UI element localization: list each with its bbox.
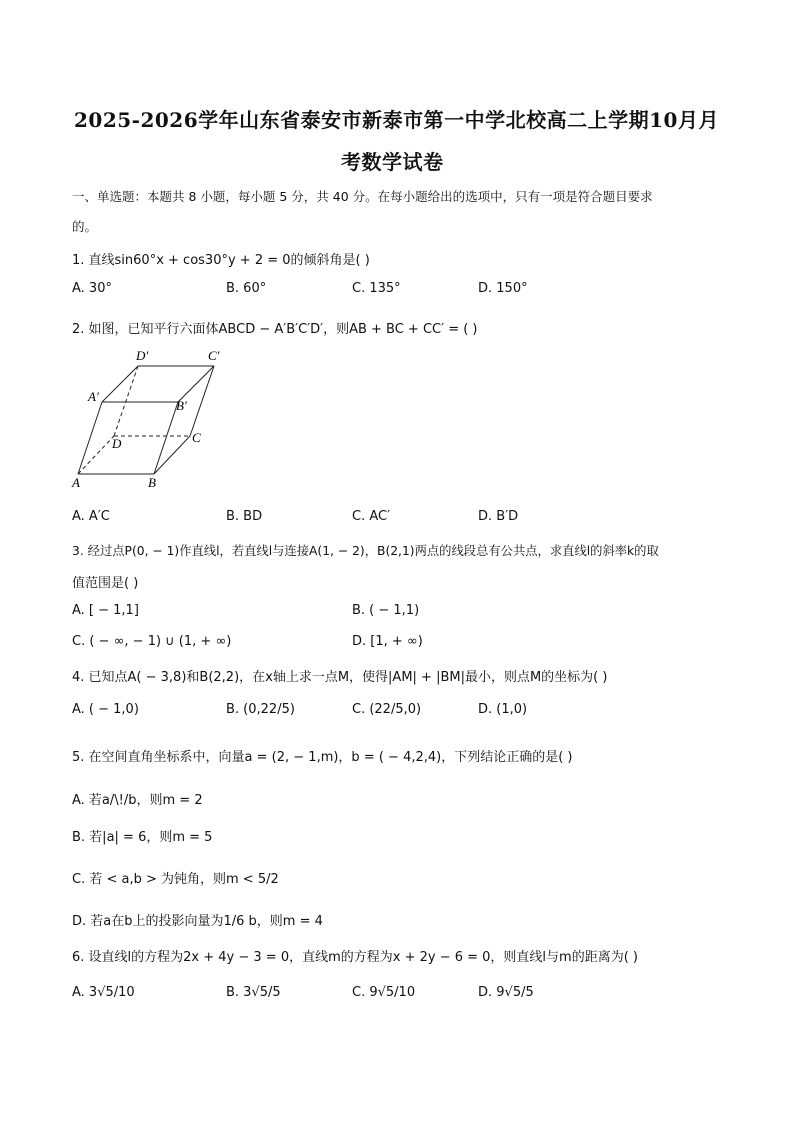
section-instructions: 一、单选题：本题共 8 小题，每小题 5 分，共 40 分。在每小题给出的选项中，只有一项是符合题目要求 xyxy=(72,189,653,204)
label-a: A xyxy=(72,475,80,490)
question-1-option-d: D. 150° xyxy=(478,281,528,296)
question-5-option-a: A. 若a/\!/b，则m = 2 xyxy=(72,793,203,808)
question-3-option-c: C. ( − ∞, − 1) ∪ (1, + ∞) xyxy=(72,634,232,649)
question-5-stem: 5. 在空间直角坐标系中，向量a = (2, − 1,m)，b = ( − 4,2,4)，下列结论正确的是( ) xyxy=(72,750,573,765)
question-3-option-b: B. ( − 1,1) xyxy=(352,603,420,618)
question-6-option-b: B. 3√5/5 xyxy=(226,985,281,1000)
label-c: C xyxy=(192,430,201,445)
label-b: B xyxy=(148,475,156,490)
question-4-stem: 4. 已知点A( − 3,8)和B(2,2)，在x轴上求一点M，使得|AM| + |BM|最小，则点M的坐标为( ) xyxy=(72,670,608,685)
question-4-option-c: C. (22/5,0) xyxy=(352,702,422,717)
parallelepiped-figure xyxy=(68,344,238,494)
question-6-stem: 6. 设直线l的方程为2x + 4y − 3 = 0，直线m的方程为x + 2y − 6 = 0，则直线l与m的距离为( ) xyxy=(72,950,638,965)
question-2-option-b: B. BD xyxy=(226,509,263,524)
exam-title-line2: 考数学试卷 xyxy=(341,150,444,174)
exam-title-line1: 2025-2026学年山东省泰安市新泰市第一中学北校高二上学期10月月 xyxy=(74,108,719,132)
question-5-option-d: D. 若a在b上的投影向量为1/6 b，则m = 4 xyxy=(72,914,323,929)
label-d: D xyxy=(112,436,122,451)
label-d-prime: D′ xyxy=(136,348,149,363)
question-2-stem: 2. 如图，已知平行六面体ABCD − A′B′C′D′，则AB + BC + CC′ = ( ) xyxy=(72,322,478,337)
label-c-prime: C′ xyxy=(208,348,220,363)
question-2-option-c: C. AC′ xyxy=(352,509,391,524)
question-6-option-a: A. 3√5/10 xyxy=(72,985,135,1000)
question-5-option-c: C. 若 < a,b > 为钝角，则m < 5/2 xyxy=(72,872,279,887)
question-1-stem: 1. 直线sin60°x + cos30°y + 2 = 0的倾斜角是( ) xyxy=(72,253,370,268)
question-4-option-a: A. ( − 1,0) xyxy=(72,702,139,717)
question-1-option-a: A. 30° xyxy=(72,281,112,296)
question-3-option-a: A. [ − 1,1] xyxy=(72,603,139,618)
question-1-option-b: B. 60° xyxy=(226,281,267,296)
question-2-option-d: D. B′D xyxy=(478,509,519,524)
question-5-option-b: B. 若|a| = 6，则m = 5 xyxy=(72,830,213,845)
question-3-option-d: D. [1, + ∞) xyxy=(352,634,423,649)
question-3-stem-cont: 值范围是( ) xyxy=(72,576,139,591)
question-6-option-c: C. 9√5/10 xyxy=(352,985,416,1000)
question-6-option-d: D. 9√5/5 xyxy=(478,985,534,1000)
question-2-option-a: A. A′C xyxy=(72,509,110,524)
label-a-prime: A′ xyxy=(88,389,99,404)
question-1-option-c: C. 135° xyxy=(352,281,401,296)
question-3-stem: 3. 经过点P(0, − 1)作直线l，若直线l与连接A(1, − 2)，B(2,1)两点的线段总有公共点，求直线l的斜率k的取 xyxy=(72,544,659,558)
label-b-prime: B′ xyxy=(176,398,187,413)
question-4-option-b: B. (0,22/5) xyxy=(226,702,295,717)
question-4-option-d: D. (1,0) xyxy=(478,702,528,717)
section-instructions-cont: 的。 xyxy=(72,219,98,234)
